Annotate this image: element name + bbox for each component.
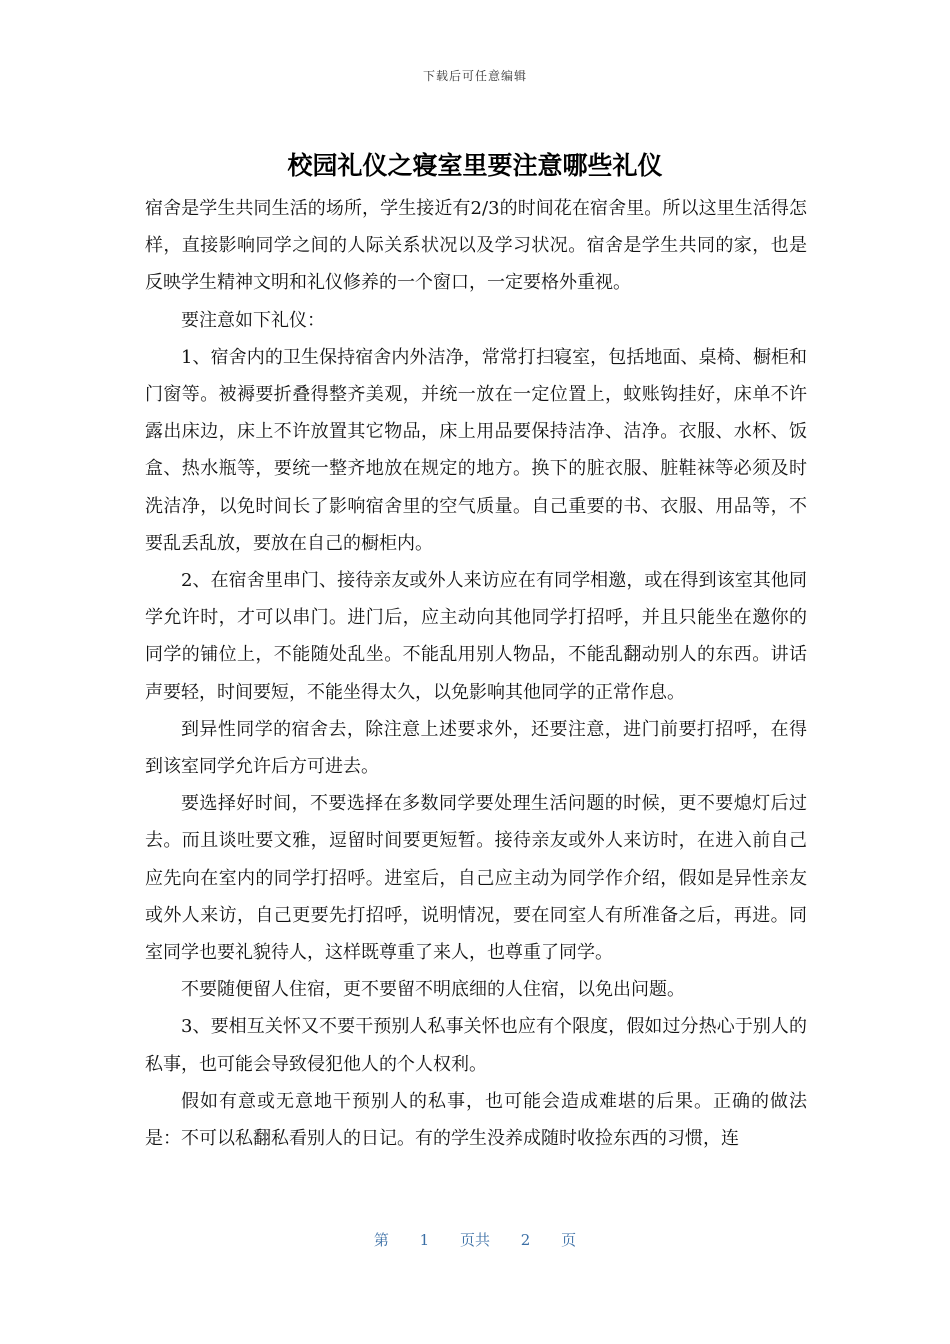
paragraph-item-3-privacy: 3、要相互关怀又不要干预别人私事关怀也应有个限度，假如过分热心于别人的私事，也可能会导致侵犯他人的个人权利。 [145, 1016, 807, 1075]
header-note: 下载后可任意编辑 [422, 69, 527, 83]
paragraph-opposite-sex-dorm: 到异性同学的宿舍去，除注意上述要求外，还要注意，进门前要打招呼，在得到该室同学允许后方可进去。 [145, 718, 807, 778]
paragraph-etiquette-heading: 要注意如下礼仪： [181, 309, 325, 331]
page-mid: 页共 [459, 1231, 490, 1249]
document-title: 校园礼仪之寝室里要注意哪些礼仪 [287, 151, 663, 180]
page-footer [0, 1229, 950, 1250]
paragraph-timing: 要选择好时间，不要选择在多数同学要处理生活问题的时候，更不要熄灯后过去。而且谈吐要文雅，逗留时间要更短暂。接待亲友或外人来访时，在进入前自己应先向在室内的同学打招呼。进室后，自己应主动为同学作介绍，假如是异性亲友或外人来访，自己更要先打招呼，说明情况，要在同室人有所准备之后，再进。同室同学也要礼貌待人，这样既尊重了来人，也尊重了同学。 [145, 793, 807, 964]
page-total: 2 [520, 1231, 531, 1249]
paragraph-intro: 宿舍是学生共同生活的场所，学生接近有2/3的时间花在宿舍里。所以这里生活得怎样，直接影响同学之间的人际关系状况以及学习状况。宿舍是学生共同的家，也是反映学生精神文明和礼仪修养的一个窗口，一定要格外重视。 [145, 198, 807, 294]
paragraph-privacy-detail: 假如有意或无意地干预别人的私事，也可能会造成难堪的后果。正确的做法是：不可以私翻私看别人的日记。有的学生没养成随时收捡东西的习惯，连 [145, 1090, 807, 1150]
paragraph-no-overnight: 不要随便留人住宿，更不要留不明底细的人住宿，以免出问题。 [181, 979, 685, 1001]
paragraph-item-1-hygiene: 1、宿舍内的卫生保持宿舍内外洁净，常常打扫寝室，包括地面、桌椅、橱柜和门窗等。被褥要折叠得整齐美观，并统一放在一定位置上，蚊账钩挂好，床单不许露出床边，床上不许放置其它物品，床上用品要保持洁净、洁净。衣服、水杯、饭盒、热水瓶等，要统一整齐地放在规定的地方。换下的脏衣服、脏鞋袜等必须及时洗洁净，以免时间长了影响宿舍里的空气质量。自己重要的书、衣服、用品等，不要乱丢乱放，要放在自己的橱柜内。 [145, 346, 807, 554]
page-end: 页 [561, 1231, 577, 1249]
page-word: 第 [373, 1231, 389, 1249]
page-current: 1 [419, 1231, 430, 1249]
document-body [145, 190, 807, 1157]
paragraph-item-2-visiting: 2、在宿舍里串门、接待亲友或外人来访应在有同学相邀，或在得到该室其他同学允许时，才可以串门。进门后，应主动向其他同学打招呼，并且只能坐在邀你的同学的铺位上，不能随处乱坐。不能乱用别人物品，不能乱翻动别人的东西。讲话声要轻，时间要短，不能坐得太久，以免影响其他同学的正常作息。 [145, 570, 807, 703]
